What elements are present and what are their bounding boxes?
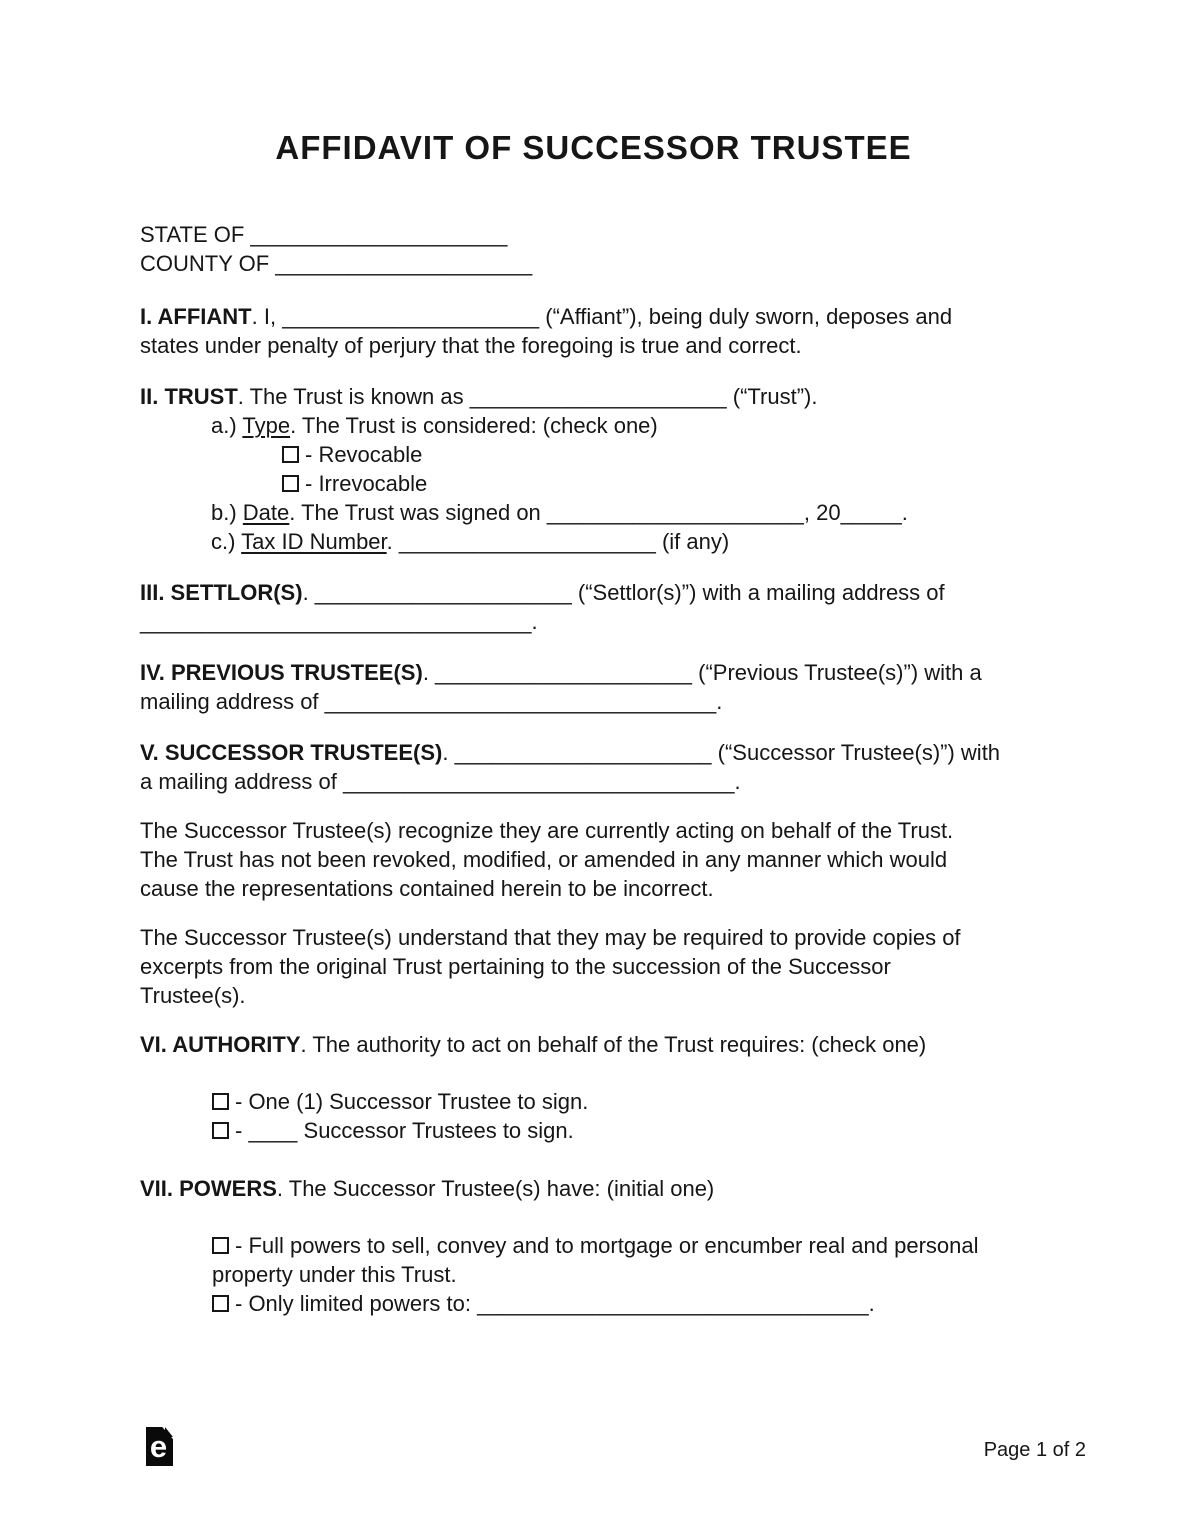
settlor-heading: III. SETTLOR(S) [140, 580, 303, 605]
settlor-line-end: . [531, 609, 538, 634]
paragraph-line: excerpts from the original Trust pertaining to the succession of the Successor [140, 954, 891, 979]
section-powers [140, 1174, 1047, 1203]
section-successor-trustee [140, 738, 1047, 796]
trust-type-prefix: a.) [211, 413, 243, 438]
trust-heading: II. TRUST [140, 384, 238, 409]
settlor-line-1 [140, 578, 1047, 607]
powers-heading-line [140, 1174, 1047, 1203]
trust-date-year-prefix: , 20 [803, 500, 841, 525]
state-blank[interactable]: _____________________ [250, 222, 508, 247]
authority-options [140, 1087, 1047, 1145]
trust-date-prefix: b.) [211, 500, 243, 525]
affiant-text-tail: (“Affiant”), being duly sworn, deposes and [539, 304, 953, 329]
tax-id-label: Tax ID Number [241, 529, 387, 554]
previous-trustee-line-1 [140, 658, 1047, 687]
revocable-option-label: - Revocable [305, 442, 423, 467]
previous-trustee-line-2 [140, 687, 1047, 716]
tax-id-text: . [386, 529, 399, 554]
powers-text: . The Successor Trustee(s) have: (initial one) [276, 1176, 715, 1201]
powers-option-limited-label: - Only limited powers to: [235, 1291, 478, 1316]
trust-date-end: . [901, 500, 908, 525]
irrevocable-option-label: - Irrevocable [305, 471, 428, 496]
irrevocable-checkbox-icon[interactable] [282, 475, 299, 492]
previous-trustee-address-blank[interactable]: ________________________________ [324, 689, 717, 714]
trust-date-text: . The Trust was signed on [289, 500, 547, 525]
powers-heading: VII. POWERS [140, 1176, 277, 1201]
powers-option-full [140, 1231, 1047, 1289]
authority-option-count-pre: - [235, 1118, 249, 1143]
previous-trustee-text: . [422, 660, 436, 685]
authority-heading-line [140, 1030, 1047, 1059]
affiant-text: . I, [251, 304, 283, 329]
trust-type-item [140, 411, 1047, 440]
limited-powers-blank[interactable]: ________________________________ [477, 1291, 869, 1316]
paragraph-line: The Successor Trustee(s) recognize they are currently acting on behalf of the Trust. [140, 818, 954, 843]
trust-date-blank[interactable]: _____________________ [546, 500, 804, 525]
trust-intro-line [140, 382, 1047, 411]
state-of-label: STATE OF [140, 222, 251, 247]
paragraph-recognize [140, 816, 1047, 903]
one-trustee-checkbox-icon[interactable] [212, 1093, 229, 1110]
tax-id-blank[interactable]: _____________________ [398, 529, 656, 554]
multiple-trustees-checkbox-icon[interactable] [212, 1122, 229, 1139]
section-previous-trustee [140, 658, 1047, 716]
eforms-logo [146, 1427, 173, 1466]
paragraph-line: The Trust has not been revoked, modified, or amended in any manner which would [140, 847, 948, 872]
paragraph-line: The Successor Trustee(s) understand that they may be required to provide copies of [140, 925, 961, 950]
settlor-name-blank[interactable]: _____________________ [314, 580, 572, 605]
revocable-checkbox-icon[interactable] [282, 446, 299, 463]
settlor-text-tail: (“Settlor(s)”) with a mailing address of [571, 580, 945, 605]
successor-trustee-line-1 [140, 738, 1047, 767]
tax-id-prefix: c.) [211, 529, 242, 554]
successor-trustee-line-2 [140, 767, 1047, 796]
powers-option-limited-end: . [868, 1291, 875, 1316]
settlor-text: . [302, 580, 315, 605]
successor-trustee-address-label: a mailing address of [140, 769, 343, 794]
county-of-label: COUNTY OF [140, 251, 276, 276]
trust-year-blank[interactable]: _____ [840, 500, 902, 525]
irrevocable-option [140, 469, 1047, 498]
successor-trustee-heading: V. SUCCESSOR TRUSTEE(S) [140, 740, 443, 765]
trust-name-blank[interactable]: _____________________ [469, 384, 727, 409]
settlor-line-2 [140, 607, 1047, 636]
affiant-name-blank[interactable]: _____________________ [282, 304, 540, 329]
successor-trustee-line-end: . [734, 769, 741, 794]
previous-trustee-heading: IV. PREVIOUS TRUSTEE(S) [140, 660, 423, 685]
section-settlor [140, 578, 1047, 636]
authority-heading: VI. AUTHORITY [140, 1032, 301, 1057]
page-number: Page 1 of 2 [983, 1439, 1086, 1461]
trustee-count-blank[interactable]: ____ [248, 1118, 298, 1143]
successor-trustee-text: . [442, 740, 455, 765]
section-affiant [140, 302, 1047, 360]
authority-option-count [140, 1116, 1047, 1145]
full-powers-checkbox-icon[interactable] [212, 1237, 229, 1254]
powers-option-full-line2: property under this Trust. [212, 1262, 457, 1287]
jurisdiction-block [140, 220, 1047, 278]
trust-tax-id-item [140, 527, 1047, 556]
affiant-line-1 [140, 302, 1047, 331]
successor-trustee-text-tail: (“Successor Trustee(s)”) with [711, 740, 1001, 765]
trust-intro-tail: (“Trust”). [726, 384, 818, 409]
paragraph-understand [140, 923, 1047, 1010]
powers-option-limited [140, 1289, 1047, 1318]
powers-options [140, 1231, 1047, 1318]
paragraph-line: cause the representations contained herein to be incorrect. [140, 876, 714, 901]
authority-option-count-label: Successor Trustees to sign. [297, 1118, 574, 1143]
section-trust [140, 382, 1047, 556]
successor-trustee-name-blank[interactable]: _____________________ [454, 740, 712, 765]
previous-trustee-text-tail: (“Previous Trustee(s)”) with a [692, 660, 982, 685]
authority-option-one [140, 1087, 1047, 1116]
paragraph-line: Trustee(s). [140, 983, 246, 1008]
affiant-heading: I. AFFIANT [140, 304, 252, 329]
page-title: AFFIDAVIT OF SUCCESSOR TRUSTEE [275, 129, 912, 166]
tax-id-end: (if any) [655, 529, 730, 554]
trust-date-item [140, 498, 1047, 527]
county-blank[interactable]: _____________________ [275, 251, 533, 276]
trust-type-label: Type [242, 413, 291, 438]
trust-date-label: Date [242, 500, 290, 525]
authority-text: . The authority to act on behalf of the Trust requires: (check one) [300, 1032, 927, 1057]
trust-intro-text: . The Trust is known as [237, 384, 470, 409]
logo-letter-e: e [149, 1429, 168, 1464]
authority-option-one-label: - One (1) Successor Trustee to sign. [235, 1089, 589, 1114]
successor-trustee-address-blank[interactable]: ________________________________ [343, 769, 735, 794]
section-authority [140, 1030, 1047, 1059]
previous-trustee-address-label: mailing address of [140, 689, 325, 714]
powers-option-full-line1: - Full powers to sell, convey and to mortgage or encumber real and personal [235, 1233, 979, 1258]
limited-powers-checkbox-icon[interactable] [212, 1295, 229, 1312]
settlor-address-blank[interactable]: ________________________________ [140, 609, 532, 634]
previous-trustee-name-blank[interactable]: _____________________ [435, 660, 692, 685]
previous-trustee-line-end: . [716, 689, 723, 714]
state-of-line [140, 220, 1047, 249]
trust-type-text: . The Trust is considered: (check one) [290, 413, 658, 438]
revocable-option [140, 440, 1047, 469]
county-of-line [140, 249, 1047, 278]
affiant-line-2: states under penalty of perjury that the foregoing is true and correct. [140, 333, 802, 358]
